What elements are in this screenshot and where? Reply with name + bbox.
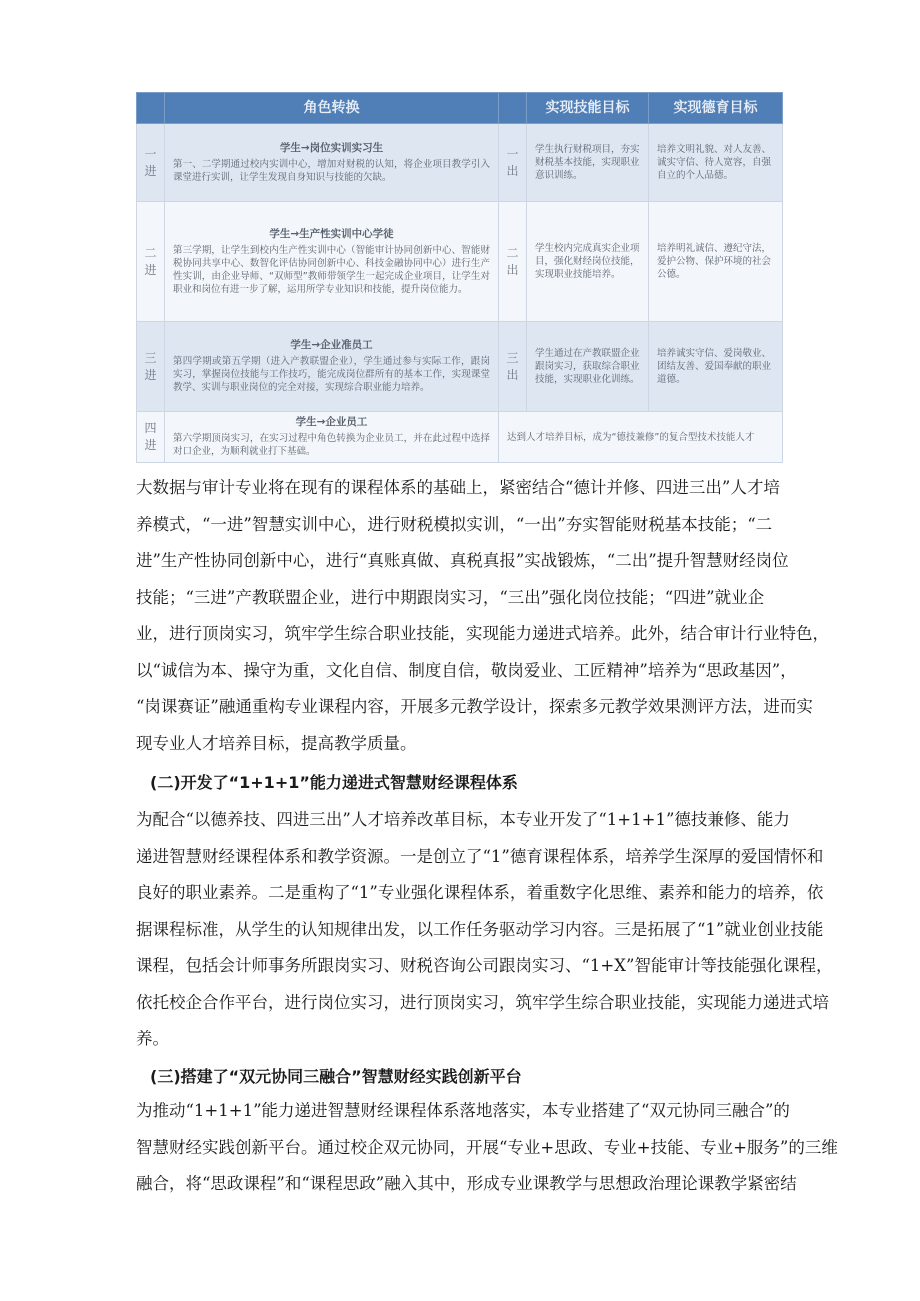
stage-label: 二 进 <box>137 202 165 322</box>
paragraph-practice-platform <box>136 1093 838 1203</box>
text-line: 为配合“以德养技、四进三出”人才培养改革目标，本专业开发了“1+1+1”德技兼修、能力 <box>136 810 790 829</box>
role-cell <box>165 124 499 202</box>
role-title: 学生→岗位实训实习生 <box>279 141 384 154</box>
out-label: 三 出 <box>499 322 527 412</box>
stage-label: 三 进 <box>137 322 165 412</box>
talent-training-table <box>136 92 783 463</box>
text-line: 依托校企合作平台，进行岗位实习，进行顶岗实习，筑牢学生综合职业技能，实现能力递进式培 <box>136 992 829 1012</box>
moral-cell: 培养文明礼貌、对人友善、诚实守信、待人宽容，自强自立的个人品德。 <box>649 124 783 202</box>
role-cell <box>165 202 499 322</box>
text-line: 养模式，“一进”智慧实训中心，进行财税模拟实训，“一出”夯实智能财税基本技能；“二 <box>136 514 773 534</box>
table-header-empty <box>499 93 527 124</box>
role-title: 学生→生产性实训中心学徒 <box>269 227 394 240</box>
stage-label: 一 进 <box>137 124 165 202</box>
text-line: 现专业人才培养目标，提高教学质量。 <box>136 733 417 753</box>
table-header-skill: 实现技能目标 <box>527 93 649 124</box>
text-line: 据课程标准，从学生的认知规律出发，以工作任务驱动学习内容。三是拓展了“1”就业创业技能 <box>136 919 824 939</box>
out-label: 二 出 <box>499 202 527 322</box>
skill-cell: 学生通过在产教联盟企业跟岗实习，获取综合职业技能，实现职业化训练。 <box>527 322 649 412</box>
text-line: 为推动“1+1+1”能力递进智慧财经课程体系落地落实，本专业搭建了“双元协同三融合”的 <box>136 1101 790 1120</box>
skill-cell: 学生校内完成真实企业项目，强化财经岗位技能，实现职业技能培养。 <box>527 202 649 322</box>
text-line: 进”生产性协同创新中心，进行“真账真做、真税真报”实战锻炼，“二出”提升智慧财经岗位 <box>136 551 789 570</box>
table-row <box>137 412 783 463</box>
table-header-role: 角色转换 <box>165 93 499 124</box>
moral-cell: 培养明礼诚信、遵纪守法，爱护公物、保护环境的社会公德。 <box>649 202 783 322</box>
role-title: 学生→企业员工 <box>295 416 368 428</box>
out-label: 一 出 <box>499 124 527 202</box>
paragraph-curriculum <box>136 470 829 762</box>
section-heading-2: (二)开发了“1+1+1”能力递进式智慧财经课程体系 <box>150 773 518 792</box>
role-cell <box>165 322 499 412</box>
text-line: 以“诚信为本、操守为重，文化自信、制度自信，敬岗爱业、工匠精神”培养为“思政基因”， <box>136 660 797 680</box>
skill-cell: 学生执行财税项目，夯实财税基本技能，实现职业意识训练。 <box>527 124 649 202</box>
text-line: “岗课赛证”融通重构专业课程内容，开展多元教学设计，探索多元教学效果测评方法，进而实 <box>136 697 813 716</box>
text-line: 良好的职业素养。二是重构了“1”专业强化课程体系，着重数字化思维、素养和能力的培养，依 <box>136 883 824 902</box>
table-row <box>137 202 783 322</box>
role-title: 学生→企业准员工 <box>290 339 373 351</box>
table-row <box>137 322 783 412</box>
table-header-moral: 实现德育目标 <box>649 93 783 124</box>
role-desc: 第一、二学期通过校内实训中心，增加对财税的认知，将企业项目教学引入课堂进行实训，让学生发现自身知识与技能的欠缺。 <box>173 158 490 183</box>
text-line: 递进智慧财经课程体系和教学资源。一是创立了“1”德育课程体系，培养学生深厚的爱国情怀和 <box>136 846 824 866</box>
role-cell <box>165 412 499 463</box>
role-desc: 第三学期，让学生到校内生产性实训中心（智能审计协同创新中心、智能财税协同共享中心、数智化评估协同创新中心、科技金融协同中心）进行生产性实训，由企业导师、“双师型”教师带领学生一起完成企业项目，让学生对职业和岗位有进一步了解，运用所学专业知识和技能，提升岗位能力。 <box>173 244 490 295</box>
stage-label: 四 进 <box>137 412 165 463</box>
moral-cell: 培养诚实守信、爱岗敬业、团结友善、爱国奉献的职业道德。 <box>649 322 783 412</box>
section-heading-3: (三)搭建了“双元协同三融合”智慧财经实践创新平台 <box>150 1067 522 1086</box>
text-line: 业，进行顶岗实习，筑牢学生综合职业技能，实现能力递进式培养。此外，结合审计行业特色， <box>136 624 829 643</box>
role-desc: 第六学期顶岗实习，在实习过程中角色转换为企业员工，并在此过程中选择对口企业，为顺利就业打下基础。 <box>173 433 490 457</box>
text-line: 大数据与审计专业将在现有的课程体系的基础上，紧密结合“德计并修、四进三出”人才培 <box>136 478 780 497</box>
text-line: 融合，将“思政课程”和“课程思政”融入其中，形成专业课教学与思想政治理论课教学紧密结 <box>136 1174 797 1193</box>
table-header-empty <box>137 93 165 124</box>
text-line: 养。 <box>136 1029 169 1048</box>
text-line: 课程，包括会计师事务所跟岗实习、财税咨询公司跟岗实习、“1+X”智能审计等技能强化课程， <box>136 956 833 975</box>
table-header-row <box>137 93 783 124</box>
merged-goal-cell: 达到人才培养目标，成为“德技兼修”的复合型技术技能人才 <box>499 412 783 463</box>
text-line: 技能；“三进”产教联盟企业，进行中期跟岗实习，“三出”强化岗位技能；“四进”就业企 <box>136 587 765 607</box>
paragraph-course-system <box>136 802 833 1058</box>
table-row <box>137 124 783 202</box>
role-desc: 第四学期或第五学期（进入产教联盟企业），学生通过参与实际工作，跟岗实习，掌握岗位技能与工作技巧，能完成岗位群所有的基本工作，实现课堂教学、实训与职业岗位的完全对接，实现综合职业能力培养。 <box>173 356 490 393</box>
text-line: 智慧财经实践创新平台。通过校企双元协同，开展“专业+思政、专业+技能、专业+服务”的三维 <box>136 1137 838 1157</box>
